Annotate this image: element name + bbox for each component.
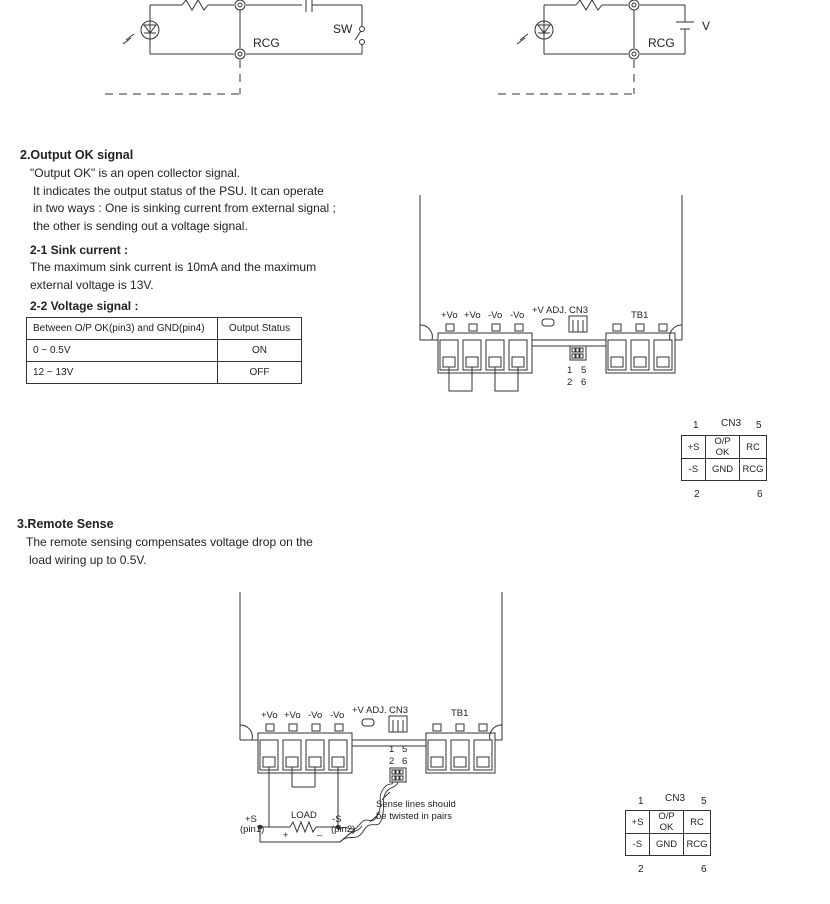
table-header: Between O/P OK(pin3) and GND(pin4): [27, 318, 218, 340]
plus-vo-label: +Vo: [441, 310, 458, 321]
body-line: "Output OK" is an open collector signal.: [30, 166, 240, 180]
load-label: LOAD: [291, 810, 317, 821]
table-cell: RC: [684, 811, 711, 834]
sink-current-body: [30, 259, 316, 294]
v-adj-label: +V ADJ.: [532, 305, 567, 316]
body-line: external voltage is 13V.: [30, 277, 154, 292]
pin-number: 5: [701, 796, 707, 807]
section-3-heading: 3.Remote Sense: [17, 517, 114, 531]
body-line: in two ways : One is sinking current from external signal ;: [33, 201, 336, 215]
plus-s-label: +S: [245, 814, 257, 825]
left-rcg-circuit: [105, 0, 365, 94]
sense-note-line: Sense lines should: [376, 799, 456, 810]
table-cell: RC: [740, 436, 767, 459]
output-status-table: [26, 317, 302, 384]
tb1-terminal-block: [426, 733, 495, 773]
table-cell: GND: [650, 834, 684, 856]
cn3-pin-table-1: [681, 418, 776, 503]
pin-label: 2: [567, 377, 573, 388]
psu-remote-sense-diagram: [230, 592, 520, 852]
pin-label: 5: [402, 744, 408, 755]
cn3-pin-header-icon: [570, 346, 586, 360]
cn3-table-title: CN3: [721, 418, 742, 429]
sub-heading-sink-current: 2-1 Sink current :: [30, 243, 129, 257]
body-line: the other is sending out a voltage signal.: [33, 218, 248, 233]
table-cell: -S: [682, 459, 706, 481]
pin-number: 1: [693, 420, 699, 431]
pin-label: 6: [402, 756, 408, 767]
table-header-row: [27, 318, 302, 340]
table-cell: O/P OK: [706, 436, 740, 459]
pin-number: 5: [756, 420, 762, 431]
v-adj-label: +V ADJ.: [352, 705, 387, 716]
minus-vo-label: -Vo: [308, 710, 323, 721]
plus-vo-label: +Vo: [284, 710, 301, 721]
cn3-connector-icon: [389, 716, 407, 732]
pin-label: 1: [389, 744, 395, 755]
table-cell: RCG: [740, 459, 767, 481]
psu-terminal-diagram-1: [410, 195, 700, 395]
table-cell: 0 ~ 0.5V: [27, 340, 218, 362]
cn3-pin-header-icon: [390, 768, 406, 782]
sense-note-line: be twisted in pairs: [376, 811, 453, 822]
pin2-label: (pin2): [331, 824, 356, 835]
tb1-terminal-block: [606, 333, 675, 373]
section-2-body: [30, 165, 336, 235]
table-row: [626, 811, 711, 834]
table-cell: +S: [682, 436, 706, 459]
table-cell: RCG: [684, 834, 711, 856]
pin-label: 2: [389, 756, 395, 767]
table-row: [27, 340, 302, 362]
table-cell: 12 ~ 13V: [27, 362, 218, 384]
table-row: [682, 436, 767, 459]
table-header: Output Status: [218, 318, 302, 340]
plus-vo-label: +Vo: [464, 310, 481, 321]
section-3-body: [26, 534, 313, 569]
plus-vo-label: +Vo: [261, 710, 278, 721]
table-cell: O/P OK: [650, 811, 684, 834]
minus-vo-label: -Vo: [510, 310, 525, 321]
cn3-connector-icon: [569, 316, 587, 332]
cn3-table-title: CN3: [665, 793, 686, 804]
rcg-label-right: RCG: [648, 36, 675, 50]
v-adj-trimmer-icon: [362, 719, 374, 726]
table-row: [27, 362, 302, 384]
pin-number: 6: [757, 489, 763, 500]
body-line: The maximum sink current is 10mA and the maximum: [30, 260, 317, 274]
sub-heading-voltage-signal: 2-2 Voltage signal :: [30, 299, 139, 313]
section-2-heading: 2.Output OK signal: [20, 148, 134, 162]
table-cell: ON: [218, 340, 302, 362]
v-label: V: [702, 19, 711, 33]
pin-label: 6: [581, 377, 587, 388]
cn3-label: CN3: [389, 705, 409, 716]
pin-label: 5: [581, 365, 587, 376]
table-cell: -S: [626, 834, 650, 856]
pin-number: 1: [638, 796, 644, 807]
cn3-label: CN3: [569, 305, 589, 316]
minus-vo-label: -Vo: [488, 310, 503, 321]
tb1-label: TB1: [631, 310, 649, 321]
pin-number: 2: [694, 489, 700, 500]
minus-sign: –: [317, 830, 323, 841]
minus-vo-label: -Vo: [330, 710, 345, 721]
table-cell: GND: [706, 459, 740, 481]
v-adj-trimmer-icon: [542, 319, 554, 326]
pin-number: 2: [638, 864, 644, 875]
table-row: [682, 459, 767, 481]
pin1-label: (pin1): [240, 824, 265, 835]
sw-label: SW: [333, 22, 353, 36]
plus-sign: +: [283, 830, 289, 841]
table-row: [626, 834, 711, 856]
table-cell: +S: [626, 811, 650, 834]
body-line: It indicates the output status of the PSU. It can operate: [33, 183, 324, 198]
tb1-label: TB1: [451, 708, 469, 719]
body-line: load wiring up to 0.5V.: [29, 552, 147, 567]
body-line: The remote sensing compensates voltage drop on the: [26, 535, 313, 549]
minus-s-label: -S: [332, 814, 342, 825]
rcg-label-left: RCG: [253, 36, 280, 50]
cn3-pin-table-2: [625, 793, 720, 878]
pin-label: 1: [567, 365, 573, 376]
pin-number: 6: [701, 864, 707, 875]
table-cell: OFF: [218, 362, 302, 384]
top-circuit-diagrams: [0, 0, 830, 110]
